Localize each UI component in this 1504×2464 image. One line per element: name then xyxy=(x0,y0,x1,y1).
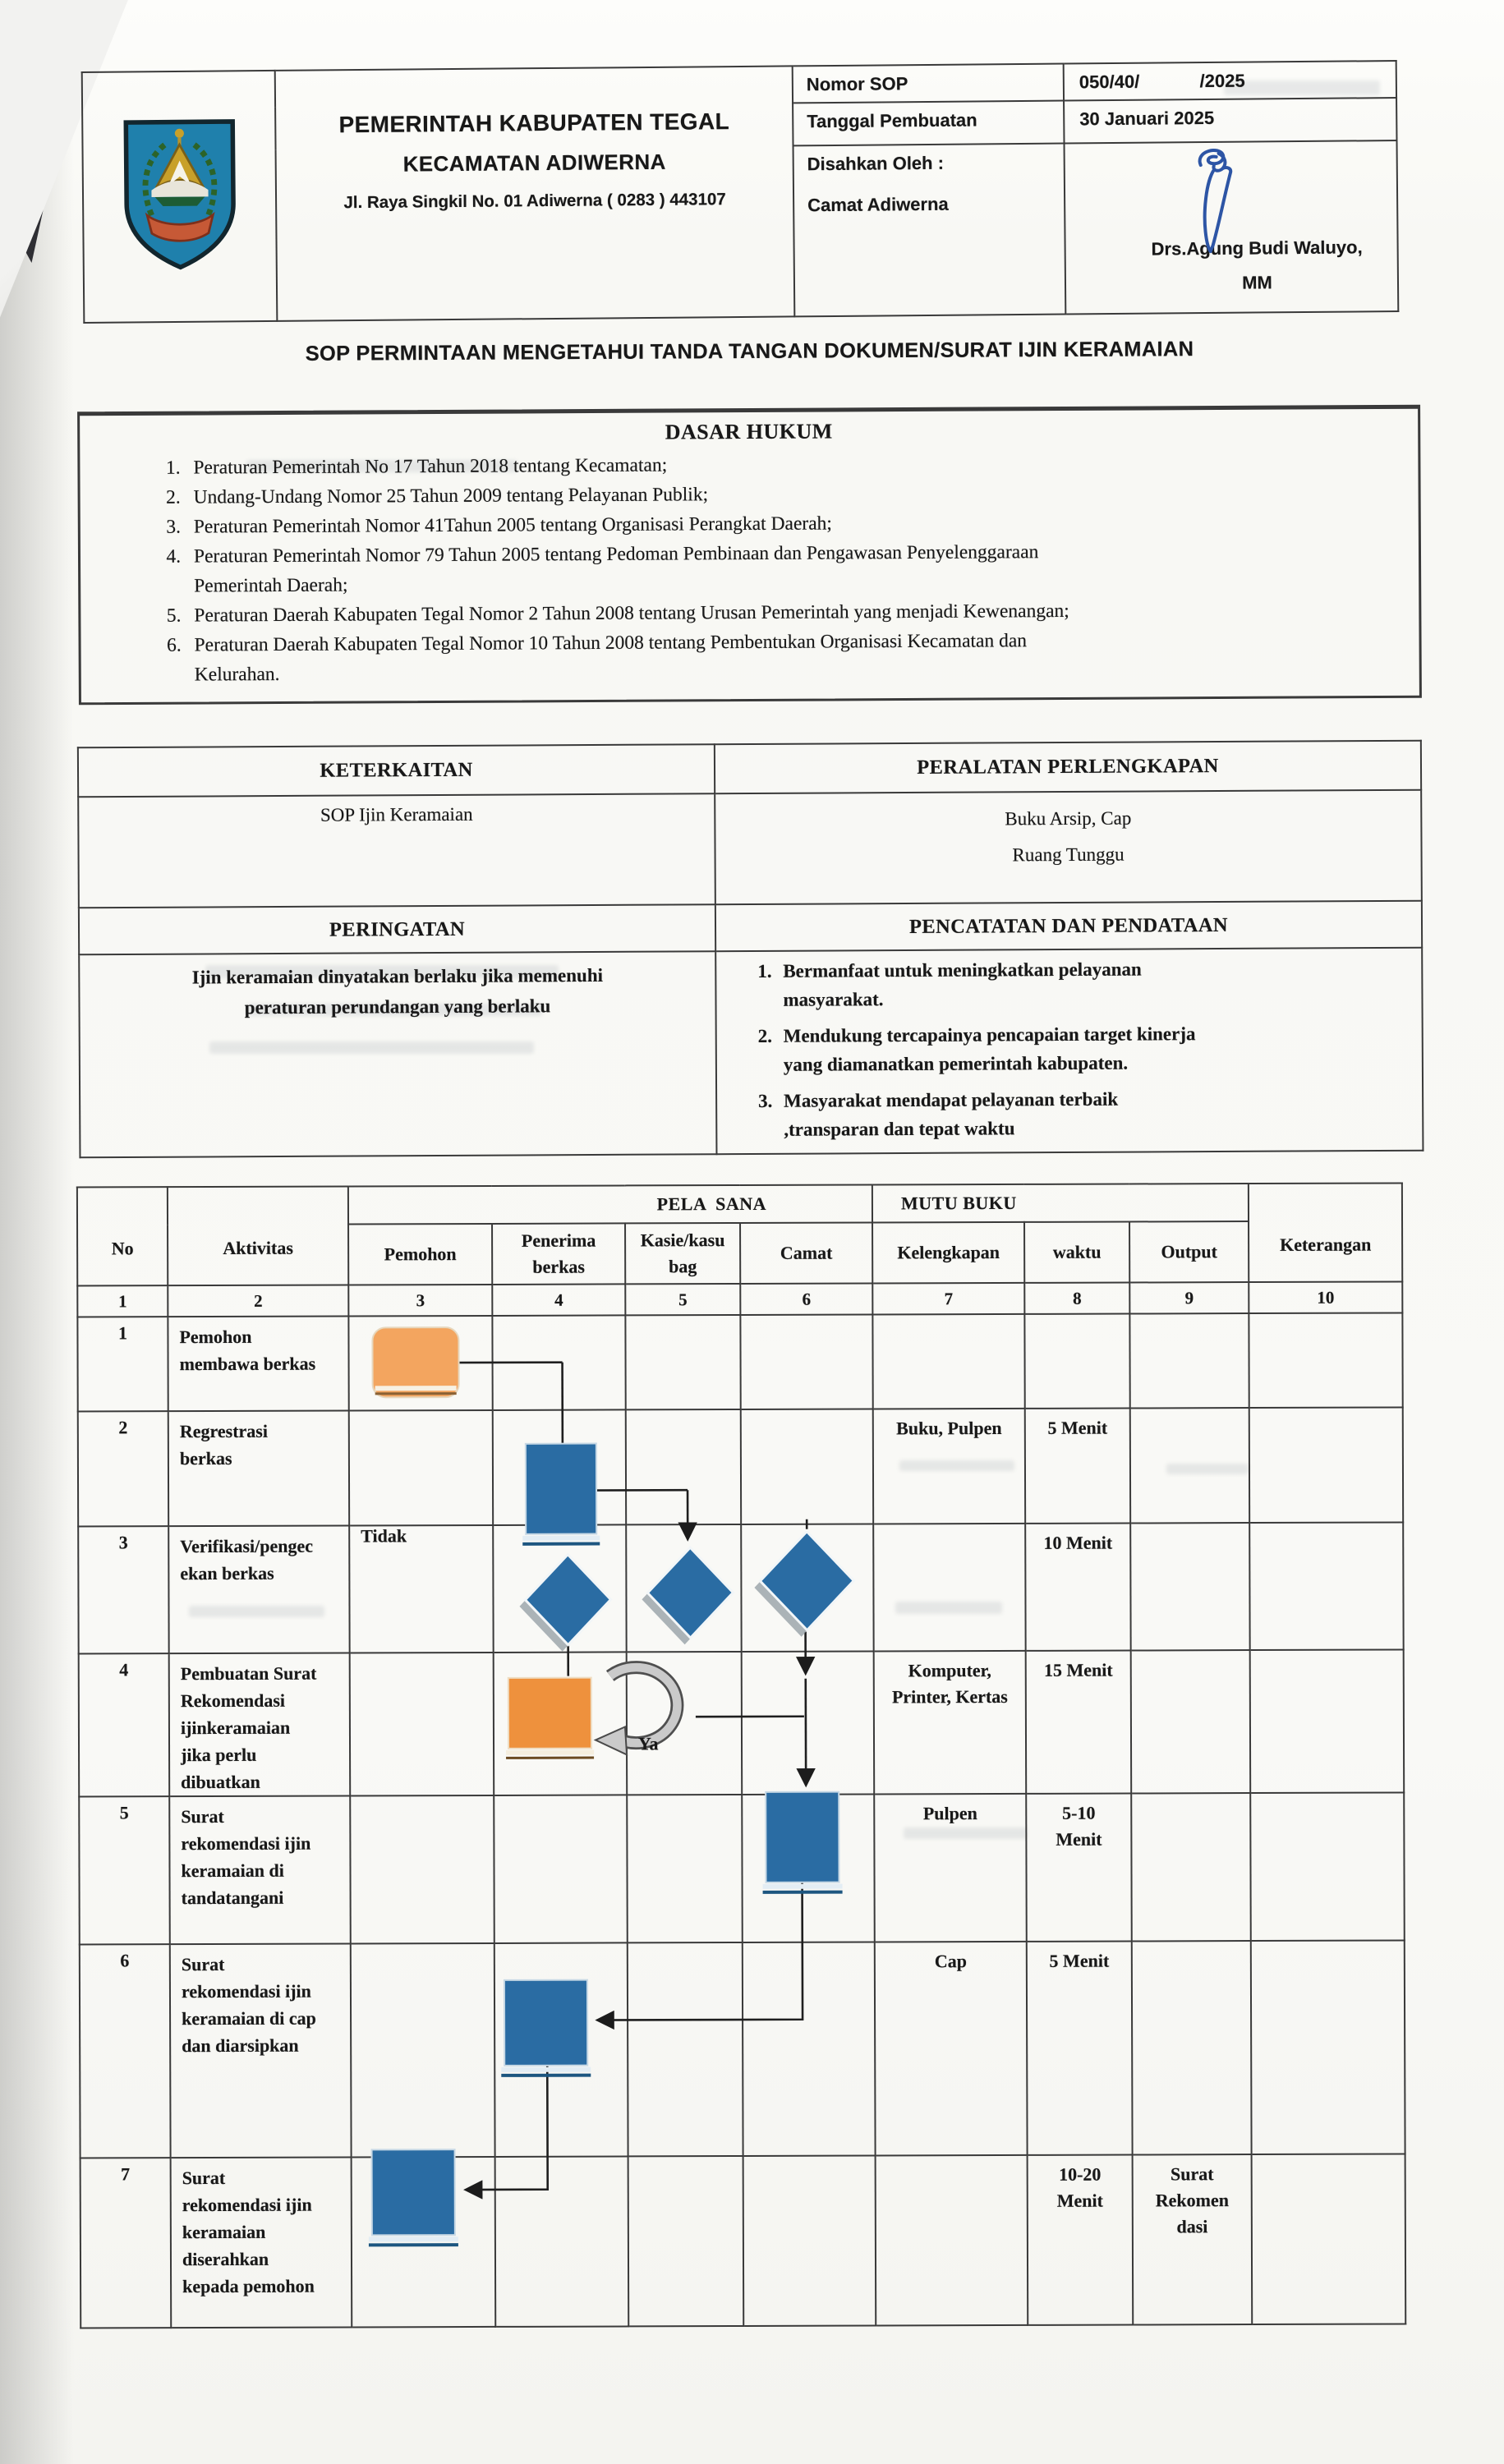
col-header-waktu: waktu xyxy=(1024,1222,1129,1283)
keterkaitan-heading: KETERKAITAN xyxy=(78,744,715,797)
flow-row-5 xyxy=(79,1792,1405,1944)
signer-name: Drs.Agung Budi Waluyo, xyxy=(1151,237,1363,260)
pencatatan-list xyxy=(717,955,1244,1144)
lane-cell xyxy=(626,1524,741,1652)
logo-cell xyxy=(82,71,278,323)
column-number: 6 xyxy=(740,1283,872,1315)
flowchart-table xyxy=(76,1182,1406,2328)
lane-cell xyxy=(495,2156,629,2327)
waktu-cell xyxy=(1024,1314,1129,1409)
output-cell: Surat Rekomen dasi xyxy=(1133,2154,1253,2324)
activity-number: 1 xyxy=(77,1317,168,1411)
signer-title: MM xyxy=(1242,272,1272,293)
kelengkapan-cell xyxy=(873,1524,1025,1652)
document-title: SOP PERMINTAAN MENGETAHUI TANDA TANGAN DOKUMEN/SURAT IJIN KERAMAIAN xyxy=(305,338,1194,365)
pencatatan-heading: PENCATATAN DAN PENDATAAN xyxy=(715,901,1422,952)
pencatatan-cell xyxy=(715,948,1423,1154)
group-header-mutu-baku: MUTU BUKU xyxy=(872,1184,1249,1222)
pencatatan-item: 3. Masyarakat mendapat pelayanan terbaik ,transparan dan tepat waktu xyxy=(777,1085,1244,1144)
col-header-kasie-kasubag: Kasie/kasu bag xyxy=(625,1223,740,1284)
legal-basis-item: 6. Peraturan Daerah Kabupaten Tegal Nomor 10 Tahun 2008 tentang Pembentukan Organisasi Kecamatan dan Kelurahan. xyxy=(186,626,1185,690)
disahkan-by: Camat Adiwerna xyxy=(807,193,949,216)
keterkaitan-value: SOP Ijin Keramaian xyxy=(78,793,715,908)
lane-cell xyxy=(627,1652,743,1795)
output-cell xyxy=(1131,1650,1251,1793)
legal-basis-item: 5. Peraturan Daerah Kabupaten Tegal Nomor 2 Tahun 2008 tentang Urusan Pemerintah yang menjadi Kewenangan; xyxy=(186,596,1185,631)
lane-cell xyxy=(743,1942,876,2156)
organization-cell xyxy=(275,66,795,320)
peringatan-value: Ijin keramaian dinyatakan berlaku jika memenuhi peraturan perundangan yang berlaku xyxy=(79,951,716,1157)
waktu-cell: 10 Menit xyxy=(1025,1524,1130,1651)
lane-cell xyxy=(742,1651,875,1795)
activity-label: Surat rekomendasi ijin keramaian di cap dan diarsipkan xyxy=(170,1943,352,2158)
output-cell xyxy=(1130,1408,1249,1523)
column-number: 9 xyxy=(1129,1282,1249,1313)
lane-cell xyxy=(626,1409,741,1524)
column-number: 5 xyxy=(625,1284,740,1315)
column-number: 3 xyxy=(348,1285,492,1317)
lane-cell xyxy=(628,1942,743,2156)
lane-cell xyxy=(741,1409,873,1524)
kabupaten-tegal-logo-icon xyxy=(117,113,243,275)
output-cell xyxy=(1131,1793,1251,1941)
col-header-pemohon: Pemohon xyxy=(348,1224,492,1285)
nomor-sop-label: Nomor SOP xyxy=(793,64,1064,103)
lane-cell xyxy=(494,1795,628,1943)
kelengkapan-cell xyxy=(872,1314,1024,1409)
activity-number: 7 xyxy=(80,2158,172,2328)
org-name-line1: PEMERINTAH KABUPATEN TEGAL xyxy=(338,108,730,138)
disahkan-label: Disahkan Oleh : xyxy=(807,152,945,175)
output-cell xyxy=(1130,1523,1250,1650)
kelengkapan-cell xyxy=(876,2155,1028,2326)
activity-number: 3 xyxy=(78,1526,168,1653)
peringatan-heading: PERINGATAN xyxy=(79,904,715,954)
procedure-flowchart-section xyxy=(76,1182,1405,2295)
flow-row-4 xyxy=(79,1649,1405,1796)
kelengkapan-cell: Komputer, Printer, Kertas xyxy=(874,1651,1027,1795)
kelengkapan-cell: Buku, Pulpen xyxy=(873,1409,1025,1524)
peralatan-value: Buku Arsip, Cap Ruang Tunggu xyxy=(715,790,1422,905)
activity-number: 6 xyxy=(80,1944,171,2158)
lane-cell xyxy=(742,1794,875,1942)
column-number: 8 xyxy=(1024,1283,1129,1314)
waktu-cell: 5-10 Menit xyxy=(1026,1794,1132,1942)
flow-row-3 xyxy=(78,1522,1404,1653)
column-number-row xyxy=(77,1281,1402,1317)
decision-no-label: Tidak xyxy=(361,1525,407,1547)
keterangan-cell xyxy=(1249,1522,1403,1650)
col-header-camat: Camat xyxy=(740,1222,872,1284)
lane-cell xyxy=(743,2155,876,2326)
legal-basis-list xyxy=(80,448,1185,691)
output-cell xyxy=(1129,1313,1249,1408)
org-name-line2: KECAMATAN ADIWERNA xyxy=(402,149,666,177)
lane-cell xyxy=(348,1316,492,1411)
waktu-cell: 15 Menit xyxy=(1026,1651,1132,1794)
flow-row-2 xyxy=(78,1407,1404,1526)
keterangan-cell xyxy=(1252,2154,1406,2324)
col-header-aktivitas: Aktivitas xyxy=(168,1186,348,1285)
keterangan-cell xyxy=(1250,1649,1405,1793)
legal-basis-item: 4. Peraturan Pemerintah Nomor 79 Tahun 2005 tentang Pedoman Pembinaan dan Pengawasan Penyelenggaraan Pemerintah Daerah; xyxy=(186,537,1185,601)
keterangan-cell xyxy=(1251,1940,1405,2154)
lane-cell xyxy=(492,1315,625,1410)
waktu-cell: 10-20 Menit xyxy=(1028,2155,1134,2325)
keterangan-cell xyxy=(1250,1792,1405,1941)
lane-cell xyxy=(740,1314,872,1409)
lane-cell xyxy=(741,1524,874,1652)
dasar-hukum-heading: DASAR HUKUM xyxy=(665,419,833,444)
decision-yes-label: Ya xyxy=(637,1733,659,1754)
disahkan-cell xyxy=(793,144,1066,317)
activity-label: Pemohon membawa berkas xyxy=(168,1316,348,1411)
waktu-cell: 5 Menit xyxy=(1027,1942,1133,2155)
col-header-kelengkapan: Kelengkapan xyxy=(872,1222,1024,1284)
keterangan-cell xyxy=(1249,1407,1403,1523)
col-header-output: Output xyxy=(1129,1221,1249,1282)
keterangan-cell xyxy=(1249,1312,1402,1408)
lane-cell xyxy=(349,1410,493,1526)
pencatatan-item: 1. Bermanfaat untuk meningkatkan pelayanan masyarakat. xyxy=(776,955,1243,1014)
activity-label: Regrestrasi berkas xyxy=(168,1410,349,1526)
org-address: Jl. Raya Singkil No. 01 Adiwerna ( 0283 ) 443107 xyxy=(343,190,726,213)
legal-basis-item: 2. Undang-Undang Nomor 25 Tahun 2009 tentang Pelayanan Publik; xyxy=(186,478,1185,513)
activity-label: Surat rekomendasi ijin keramaian di tandatangani xyxy=(169,1795,351,1944)
signature-icon xyxy=(1189,144,1241,258)
flow-row-1 xyxy=(77,1312,1402,1411)
pencatatan-item: 2. Mendukung tercapainya pencapaian target kinerja yang diamanatkan pemerintah kabupaten. xyxy=(777,1020,1244,1079)
flow-row-7 xyxy=(80,2154,1406,2328)
col-header-keterangan: Keterangan xyxy=(1249,1183,1402,1282)
activity-number: 2 xyxy=(78,1411,168,1526)
col-header-penerima-berkas: Penerima berkas xyxy=(492,1223,625,1285)
activity-number: 5 xyxy=(79,1796,170,1944)
lane-cell xyxy=(350,1795,494,1944)
lane-cell xyxy=(352,2157,496,2328)
column-number: 4 xyxy=(492,1284,625,1316)
column-number: 7 xyxy=(872,1283,1024,1315)
flow-row-6 xyxy=(80,1940,1405,2158)
activity-label: Surat rekomendasi ijin keramaian diserahkan kepada pemohon xyxy=(171,2157,352,2328)
column-number: 1 xyxy=(77,1285,168,1317)
kelengkapan-cell: Cap xyxy=(875,1942,1028,2156)
col-header-no: No xyxy=(77,1187,168,1285)
lane-cell xyxy=(628,2156,744,2326)
output-cell xyxy=(1132,1941,1252,2154)
dasar-hukum-section xyxy=(77,405,1422,706)
lane-cell xyxy=(627,1795,743,1942)
lane-cell xyxy=(494,1942,628,2157)
tanggal-label: Tanggal Pembuatan xyxy=(793,101,1064,146)
document-header xyxy=(81,60,1398,322)
kelengkapan-cell: Pulpen xyxy=(874,1794,1027,1942)
activity-label: Verifikasi/pengec ekan berkas xyxy=(168,1525,349,1653)
nomor-sop-value: 050/40/ /2025 xyxy=(1064,61,1396,101)
relation-matrix-section xyxy=(77,740,1422,1140)
activity-label: Pembuatan Surat Rekomendasi ijinkeramaian jika perlu dibuatkan xyxy=(169,1653,351,1796)
lane-cell xyxy=(494,1652,628,1795)
column-number: 2 xyxy=(168,1285,348,1317)
page-edge-shadow xyxy=(0,0,74,2464)
tanggal-value: 30 Januari 2025 xyxy=(1064,98,1396,144)
waktu-cell: 5 Menit xyxy=(1025,1409,1130,1524)
lane-cell xyxy=(493,1524,626,1653)
lane-cell xyxy=(351,1943,495,2158)
lane-cell xyxy=(625,1315,740,1409)
peralatan-heading: PERALATAN PERLENGKAPAN xyxy=(715,741,1421,794)
lane-cell xyxy=(350,1653,494,1796)
group-header-pelaksana: PELA SANA xyxy=(348,1184,872,1224)
legal-basis-item: 1. Peraturan Pemerintah No 17 Tahun 2018 tentang Kecamatan; xyxy=(185,448,1184,483)
legal-basis-item: 3. Peraturan Pemerintah Nomor 41Tahun 2005 tentang Organisasi Perangkat Daerah; xyxy=(186,508,1185,542)
activity-number: 4 xyxy=(79,1653,170,1796)
column-number: 10 xyxy=(1249,1281,1402,1313)
lane-cell xyxy=(493,1409,626,1525)
